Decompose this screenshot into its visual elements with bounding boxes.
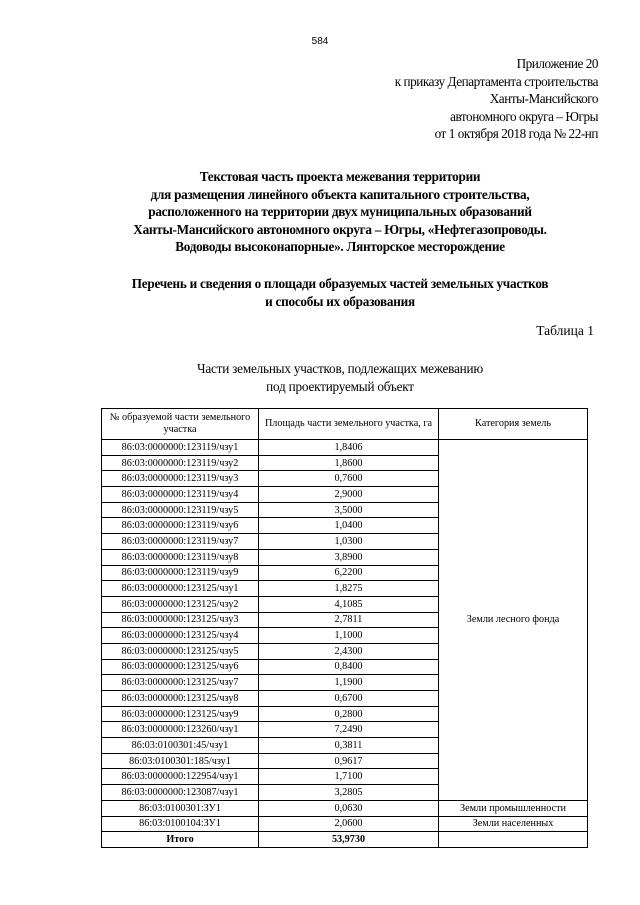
title-line: Текстовая часть проекта межевания территории bbox=[199, 169, 481, 184]
title-line: Ханты-Мансийского автономного округа – Югры, «Нефтегазопроводы. bbox=[133, 221, 547, 237]
caption-line: под проектируемый объект bbox=[266, 378, 414, 394]
parcel-number-cell: 86:03:0000000:123119/чзу8 bbox=[102, 549, 259, 565]
parcel-number-cell: 86:03:0000000:123119/чзу5 bbox=[102, 502, 259, 518]
parcel-number-cell: 86:03:0000000:123125/чзу4 bbox=[102, 628, 259, 644]
parcel-number-cell: 86:03:0000000:123087/чзу1 bbox=[102, 785, 259, 801]
table-row bbox=[102, 800, 588, 816]
table-label: Таблица 1 bbox=[536, 323, 594, 338]
document-title bbox=[60, 168, 620, 256]
area-cell: 4,1085 bbox=[259, 596, 439, 612]
parcel-number-cell: 86:03:0100301:185/чзу1 bbox=[102, 753, 259, 769]
total-row bbox=[102, 832, 588, 848]
caption-line: Части земельных участков, подлежащих межеванию bbox=[196, 361, 484, 376]
parcel-number-cell: 86:03:0100301:45/чзу1 bbox=[102, 738, 259, 754]
title-line: для размещения линейного объекта капитального строительства, bbox=[150, 186, 530, 202]
area-cell: 6,2200 bbox=[259, 565, 439, 581]
area-cell: 1,8600 bbox=[259, 455, 439, 471]
parcel-number-cell: 86:03:0000000:123119/чзу7 bbox=[102, 534, 259, 550]
parcel-number-cell: 86:03:0000000:123125/чзу2 bbox=[102, 596, 259, 612]
total-label-cell: Итого bbox=[102, 832, 259, 848]
parcel-number-cell: 86:03:0100301:ЗУ1 bbox=[102, 800, 259, 816]
title-line: расположенного на территории двух муниципальных образований bbox=[148, 204, 532, 219]
parcel-number-cell: 86:03:0000000:123260/чзу1 bbox=[102, 722, 259, 738]
parcel-number-cell: 86:03:0000000:123125/чзу9 bbox=[102, 706, 259, 722]
appendix-line: Ханты-Мансийского bbox=[489, 91, 598, 107]
land-parcels-table bbox=[101, 408, 588, 848]
parcel-number-cell: 86:03:0000000:123119/чзу2 bbox=[102, 455, 259, 471]
header-area: Площадь части земельного участка, га bbox=[259, 409, 439, 440]
parcel-number-cell: 86:03:0000000:123119/чзу6 bbox=[102, 518, 259, 534]
total-empty-cell bbox=[439, 832, 588, 848]
table-body bbox=[102, 440, 588, 848]
area-cell: 1,8275 bbox=[259, 581, 439, 597]
appendix-line: Приложение 20 bbox=[516, 56, 598, 71]
area-cell: 1,1000 bbox=[259, 628, 439, 644]
land-category-cell: Земли промышленности bbox=[439, 800, 588, 816]
area-cell: 2,0600 bbox=[259, 816, 439, 832]
area-cell: 7,2490 bbox=[259, 722, 439, 738]
parcel-number-cell: 86:03:0000000:123125/чзу1 bbox=[102, 581, 259, 597]
parcel-number-cell: 86:03:0000000:123119/чзу9 bbox=[102, 565, 259, 581]
area-cell: 0,0630 bbox=[259, 800, 439, 816]
table-header-row bbox=[102, 409, 588, 440]
total-value-cell: 53,9730 bbox=[259, 832, 439, 848]
appendix-line: автономного округа – Югры bbox=[450, 108, 598, 124]
parcel-number-cell: 86:03:0000000:123125/чзу5 bbox=[102, 643, 259, 659]
table-row bbox=[102, 816, 588, 832]
area-cell: 0,9617 bbox=[259, 753, 439, 769]
title-line: Водоводы высоконапорные». Лянторское месторождение bbox=[175, 239, 505, 254]
parcel-number-cell: 86:03:0000000:123125/чзу6 bbox=[102, 659, 259, 675]
area-cell: 2,7811 bbox=[259, 612, 439, 628]
land-category-cell: Земли лесного фонда bbox=[439, 440, 588, 801]
parcel-number-cell: 86:03:0000000:122954/чзу1 bbox=[102, 769, 259, 785]
appendix-block bbox=[395, 55, 598, 143]
land-category-cell: Земли населенных bbox=[439, 816, 588, 832]
parcel-number-cell: 86:03:0000000:123125/чзу8 bbox=[102, 691, 259, 707]
page-number: 584 bbox=[311, 36, 329, 47]
subtitle-line: и способы их образования bbox=[265, 293, 415, 309]
subtitle-line: Перечень и сведения о площади образуемых частей земельных участков bbox=[131, 276, 549, 291]
area-cell: 1,8406 bbox=[259, 440, 439, 456]
area-cell: 3,5000 bbox=[259, 502, 439, 518]
area-cell: 1,1900 bbox=[259, 675, 439, 691]
header-parcel-number: № образуемой части земельного участка bbox=[102, 409, 259, 440]
area-cell: 0,2800 bbox=[259, 706, 439, 722]
table-row bbox=[102, 440, 588, 456]
area-cell: 0,3811 bbox=[259, 738, 439, 754]
area-cell: 3,2805 bbox=[259, 785, 439, 801]
area-cell: 1,0400 bbox=[259, 518, 439, 534]
parcel-number-cell: 86:03:0100104:ЗУ1 bbox=[102, 816, 259, 832]
area-cell: 2,4300 bbox=[259, 643, 439, 659]
area-cell: 3,8900 bbox=[259, 549, 439, 565]
area-cell: 0,8400 bbox=[259, 659, 439, 675]
area-cell: 0,7600 bbox=[259, 471, 439, 487]
document-subtitle bbox=[60, 275, 620, 310]
table-caption bbox=[60, 360, 620, 395]
area-cell: 1,7100 bbox=[259, 769, 439, 785]
area-cell: 0,6700 bbox=[259, 691, 439, 707]
header-land-category: Категория земель bbox=[439, 409, 588, 440]
area-cell: 2,9000 bbox=[259, 487, 439, 503]
parcel-number-cell: 86:03:0000000:123125/чзу3 bbox=[102, 612, 259, 628]
parcel-number-cell: 86:03:0000000:123125/чзу7 bbox=[102, 675, 259, 691]
appendix-line: от 1 октября 2018 года № 22-нп bbox=[434, 126, 598, 142]
appendix-line: к приказу Департамента строительства bbox=[394, 73, 598, 89]
area-cell: 1,0300 bbox=[259, 534, 439, 550]
parcel-number-cell: 86:03:0000000:123119/чзу1 bbox=[102, 440, 259, 456]
parcel-number-cell: 86:03:0000000:123119/чзу3 bbox=[102, 471, 259, 487]
parcel-number-cell: 86:03:0000000:123119/чзу4 bbox=[102, 487, 259, 503]
